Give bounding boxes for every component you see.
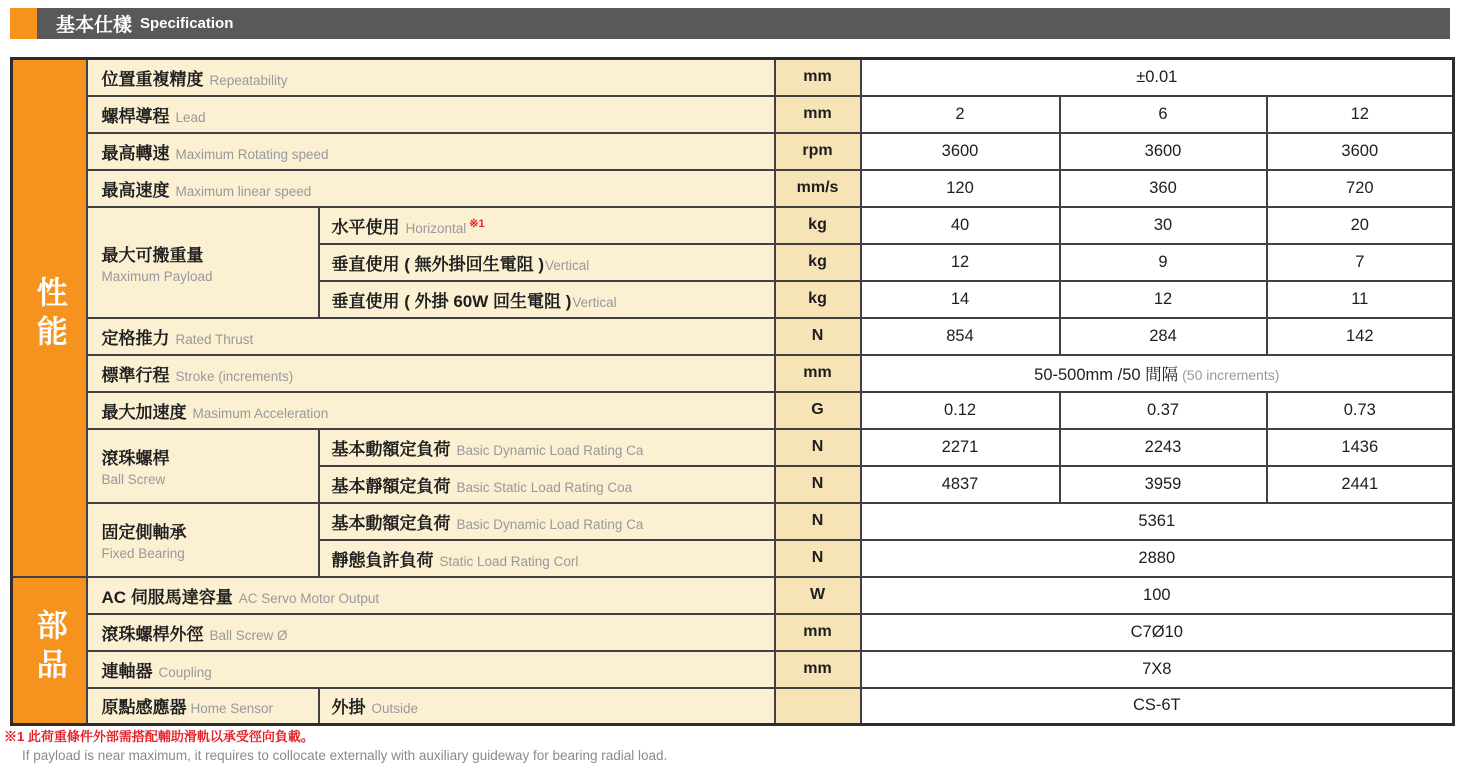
table-row xyxy=(12,318,1454,355)
value-cell: 120 xyxy=(861,170,1060,207)
value-cell: 7X8 xyxy=(861,651,1454,688)
footnote-zh: ※1 此荷重條件外部需搭配輔助滑軌以承受徑向負載。 xyxy=(4,729,314,744)
value-cell: 14 xyxy=(861,281,1060,318)
value-cell: 2243 xyxy=(1060,429,1267,466)
unit-cell: kg xyxy=(775,244,861,281)
sub-label: 水平使用 Horizontal $^{※1}$ xyxy=(319,207,775,244)
value-cell: 7 xyxy=(1267,244,1454,281)
sidebar-parts xyxy=(12,577,87,725)
unit-cell: kg xyxy=(775,281,861,318)
value-cell: ±0.01 xyxy=(861,59,1454,96)
sub-label: 垂直使用 ( 無外掛回生電阻 )Vertical xyxy=(319,244,775,281)
unit-cell: W xyxy=(775,577,861,614)
value-cell: 2880 xyxy=(861,540,1454,577)
table-row xyxy=(12,392,1454,429)
value-cell: C7Ø10 xyxy=(861,614,1454,651)
accent-square xyxy=(10,8,37,39)
table-row xyxy=(12,96,1454,133)
table-row xyxy=(12,651,1454,688)
row-label: 最高速度 Maximum linear speed xyxy=(87,170,775,207)
value-cell: 30 xyxy=(1060,207,1267,244)
row-label: 最高轉速 Maximum Rotating speed xyxy=(87,133,775,170)
section-title-en: Specification xyxy=(140,15,234,32)
unit-cell: N xyxy=(775,429,861,466)
value-cell: 1436 xyxy=(1267,429,1454,466)
sub-label: 基本靜額定負荷 Basic Static Load Rating Coa xyxy=(319,466,775,503)
sub-label: 基本動額定負荷 Basic Dynamic Load Rating Ca xyxy=(319,503,775,540)
value-cell: 720 xyxy=(1267,170,1454,207)
value-cell: 50-500mm /50 間隔 (50 increments) xyxy=(861,355,1454,392)
unit-cell: N xyxy=(775,540,861,577)
unit-cell: mm xyxy=(775,59,861,96)
sub-label: 靜態負許負荷 Static Load Rating Corl xyxy=(319,540,775,577)
value-cell: 3600 xyxy=(1267,133,1454,170)
value-cell: 20 xyxy=(1267,207,1454,244)
table-row xyxy=(12,355,1454,392)
value-cell: 284 xyxy=(1060,318,1267,355)
unit-cell: N xyxy=(775,318,861,355)
row-label: 連軸器 Coupling xyxy=(87,651,775,688)
table-row xyxy=(12,614,1454,651)
table-row xyxy=(12,577,1454,614)
row-label: 標準行程 Stroke (increments) xyxy=(87,355,775,392)
unit-cell: mm xyxy=(775,96,861,133)
sub-label: 外掛 Outside xyxy=(319,688,775,725)
group-label-fixed-bearing: 固定側軸承 Fixed Bearing xyxy=(87,503,319,577)
value-cell: 100 xyxy=(861,577,1454,614)
section-header-bar xyxy=(37,8,1450,39)
value-cell: 12 xyxy=(861,244,1060,281)
value-cell: 6 xyxy=(1060,96,1267,133)
unit-cell: G xyxy=(775,392,861,429)
value-cell: 4837 xyxy=(861,466,1060,503)
unit-cell: mm xyxy=(775,614,861,651)
sub-label: 垂直使用 ( 外掛 60W 回生電阻 )Vertical xyxy=(319,281,775,318)
value-cell: 5361 xyxy=(861,503,1454,540)
table-row xyxy=(12,429,1454,466)
footnote-ref: ※1 xyxy=(469,217,485,230)
table-row xyxy=(12,503,1454,540)
sidebar-parts-label: 部品 xyxy=(31,608,67,687)
row-label: AC 伺服馬達容量 AC Servo Motor Output xyxy=(87,577,775,614)
value-cell: 11 xyxy=(1267,281,1454,318)
table-row xyxy=(12,170,1454,207)
unit-cell: N xyxy=(775,466,861,503)
value-cell: CS-6T xyxy=(861,688,1454,725)
table-row xyxy=(12,59,1454,96)
unit-cell: rpm xyxy=(775,133,861,170)
row-label: 原點感應器 Home Sensor xyxy=(87,688,319,725)
value-cell: 0.12 xyxy=(861,392,1060,429)
row-label: 位置重複精度 Repeatability xyxy=(87,59,775,96)
sidebar-performance-label: 性能 xyxy=(31,276,67,355)
unit-cell: mm/s xyxy=(775,170,861,207)
sub-label: 基本動額定負荷 Basic Dynamic Load Rating Ca xyxy=(319,429,775,466)
section-title-zh: 基本仕樣 xyxy=(56,15,133,36)
value-cell: 3959 xyxy=(1060,466,1267,503)
spec-table xyxy=(10,57,1455,726)
unit-cell: mm xyxy=(775,651,861,688)
row-label: 最大加速度 Masimum Acceleration xyxy=(87,392,775,429)
sidebar-performance xyxy=(12,59,87,577)
table-row xyxy=(12,207,1454,244)
value-cell: 3600 xyxy=(1060,133,1267,170)
unit-cell xyxy=(775,688,861,725)
value-cell: 3600 xyxy=(861,133,1060,170)
value-cell: 12 xyxy=(1267,96,1454,133)
value-cell: 142 xyxy=(1267,318,1454,355)
footnote xyxy=(4,726,667,763)
value-cell: 2 xyxy=(861,96,1060,133)
value-cell: 360 xyxy=(1060,170,1267,207)
unit-cell: mm xyxy=(775,355,861,392)
value-cell: 0.73 xyxy=(1267,392,1454,429)
value-cell: 12 xyxy=(1060,281,1267,318)
group-label-max-payload: 最大可搬重量 Maximum Payload xyxy=(87,207,319,318)
row-label: 滾珠螺桿外徑 Ball Screw Ø xyxy=(87,614,775,651)
value-cell: 2441 xyxy=(1267,466,1454,503)
value-cell: 854 xyxy=(861,318,1060,355)
unit-cell: kg xyxy=(775,207,861,244)
value-cell: 9 xyxy=(1060,244,1267,281)
value-cell: 0.37 xyxy=(1060,392,1267,429)
footnote-en: If payload is near maximum, it requires to collocate externally with auxiliary guideway for bearing radial load. xyxy=(22,748,668,763)
group-label-ball-screw: 滾珠螺桿 Ball Screw xyxy=(87,429,319,503)
row-label: 定格推力 Rated Thrust xyxy=(87,318,775,355)
value-cell: 40 xyxy=(861,207,1060,244)
unit-cell: N xyxy=(775,503,861,540)
row-label: 螺桿導程 Lead xyxy=(87,96,775,133)
value-cell: 2271 xyxy=(861,429,1060,466)
table-row xyxy=(12,133,1454,170)
table-row xyxy=(12,688,1454,725)
